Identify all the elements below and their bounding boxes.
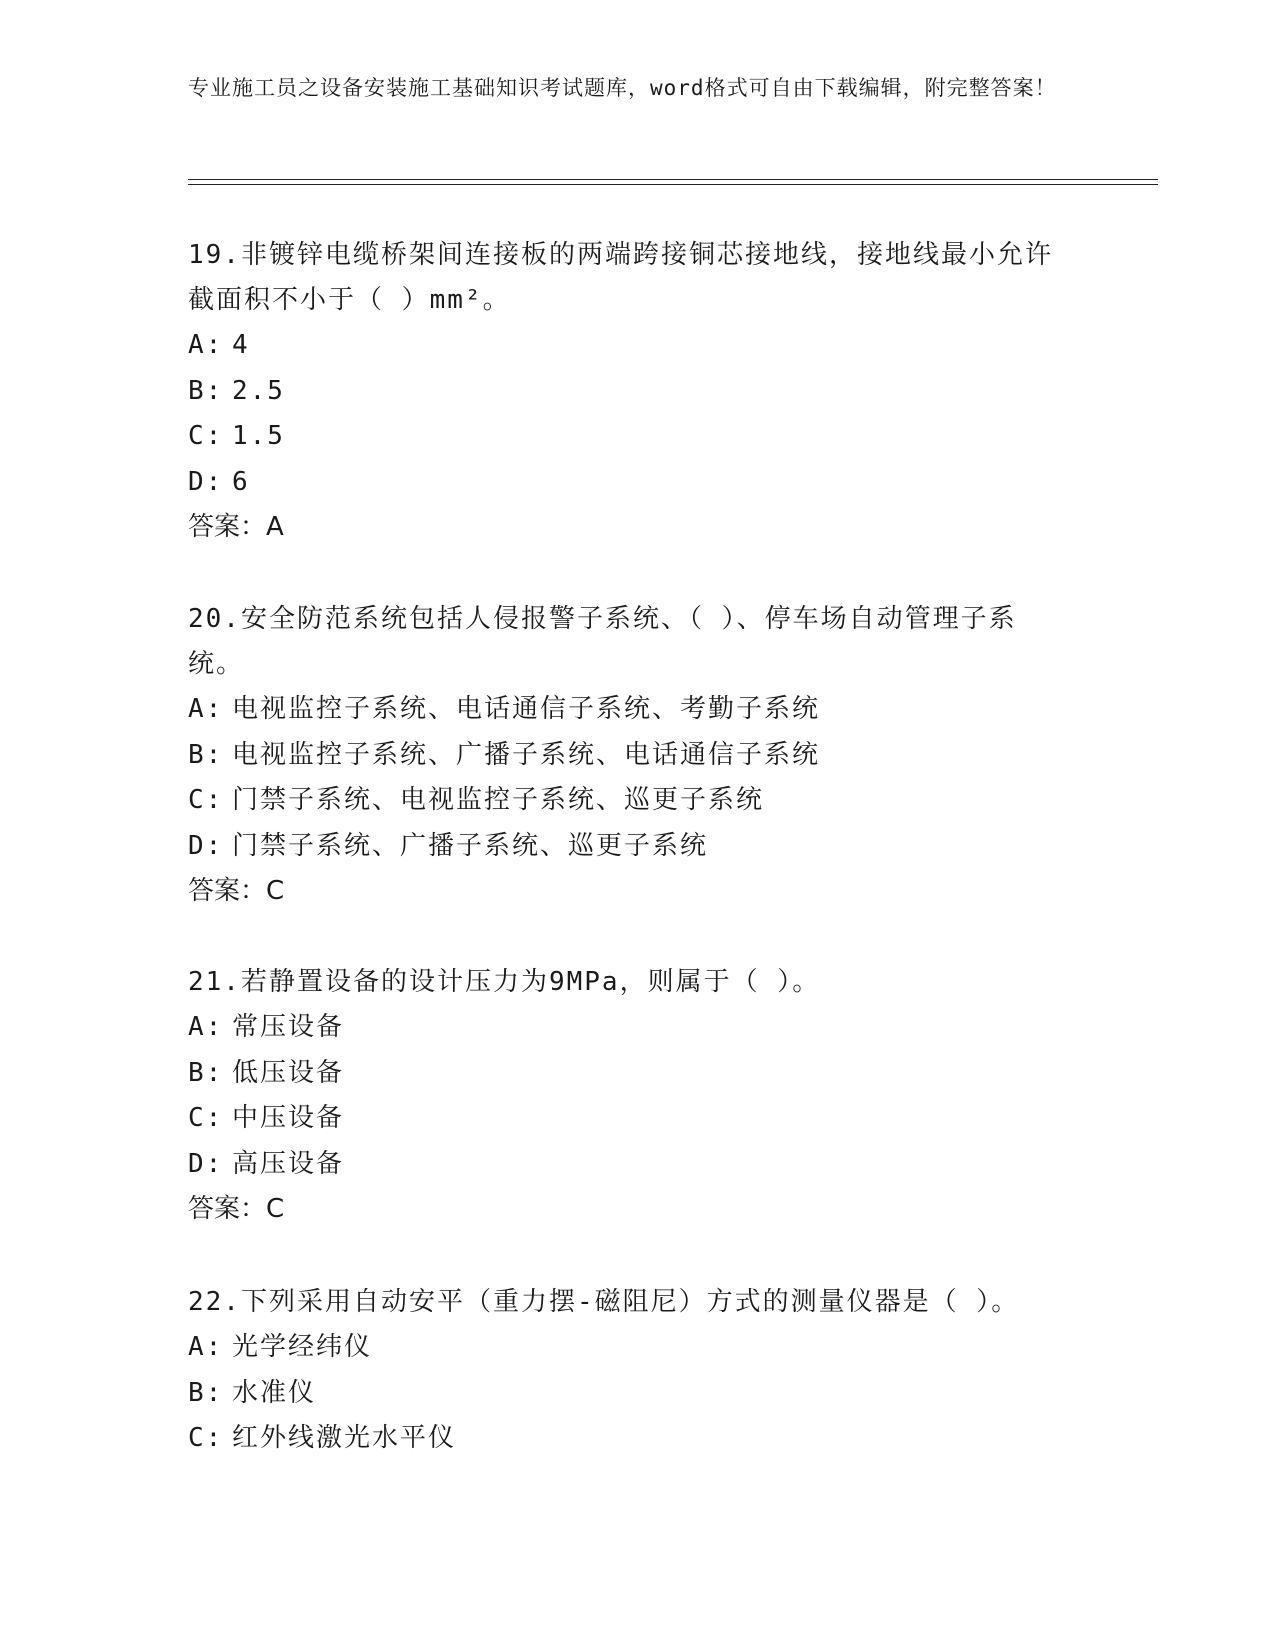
option-d <box>188 824 1088 870</box>
option-text: 红外线激光水平仪 <box>232 1423 457 1453</box>
option-key: C: <box>188 785 224 815</box>
option-text: 4 <box>232 330 250 360</box>
option-key: B: <box>188 375 224 406</box>
option-key: A: <box>188 1012 224 1042</box>
question-20 <box>188 597 1088 914</box>
option-key: C: <box>188 1103 224 1133</box>
option-c <box>188 414 1088 460</box>
option-b <box>188 369 1088 415</box>
option-c <box>188 1096 1088 1142</box>
question-22 <box>188 1280 1088 1462</box>
option-text: 光学经纬仪 <box>232 1332 373 1362</box>
question-21 <box>188 960 1088 1232</box>
option-text: 中压设备 <box>232 1103 345 1133</box>
option-a <box>188 687 1088 733</box>
option-key: B: <box>188 1057 224 1088</box>
option-key: A: <box>188 694 224 724</box>
document-header: 专业施工员之设备安装施工基础知识考试题库，word格式可自由下载编辑，附完整答案！ <box>188 76 1057 100</box>
header-divider-top <box>188 179 1158 180</box>
option-key: D: <box>188 466 224 497</box>
answer-label: 答案：A <box>188 512 284 542</box>
question-stem: 20.安全防范系统包括人侵报警子系统、（ ）、停车场自动管理子系统。 <box>188 604 1017 679</box>
option-text: 1.5 <box>232 421 285 451</box>
option-text: 电视监控子系统、广播子系统、电话通信子系统 <box>232 739 821 770</box>
question-stem: 21.若静置设备的设计压力为9MPa，则属于（ ）。 <box>188 967 821 997</box>
question-stem: 19.非镀锌电缆桥架间连接板的两端跨接铜芯接地线，接地线最小允许截面积不小于（ ）mm²。 <box>188 240 1053 315</box>
option-text: 门禁子系统、广播子系统、巡更子系统 <box>232 830 709 861</box>
option-text: 常压设备 <box>232 1012 345 1042</box>
option-b <box>188 1371 1088 1417</box>
option-key: D: <box>188 830 224 861</box>
answer-label: 答案：C <box>188 1194 285 1224</box>
option-key: D: <box>188 1148 224 1179</box>
option-d <box>188 460 1088 506</box>
option-key: B: <box>188 739 224 770</box>
option-c <box>188 1416 1088 1462</box>
option-text: 低压设备 <box>232 1057 345 1088</box>
question-stem: 22.下列采用自动安平（重力摆-磁阻尼）方式的测量仪器是（ ）。 <box>188 1287 1020 1317</box>
option-c <box>188 778 1088 824</box>
option-a <box>188 1005 1088 1051</box>
option-text: 高压设备 <box>232 1148 345 1179</box>
option-key: C: <box>188 1423 224 1453</box>
option-b <box>188 1051 1088 1097</box>
option-key: A: <box>188 1332 224 1362</box>
option-b <box>188 733 1088 779</box>
option-text: 2.5 <box>232 375 285 406</box>
question-19 <box>188 233 1088 550</box>
header-divider-bottom <box>188 184 1158 185</box>
option-text: 水准仪 <box>232 1377 317 1408</box>
option-a <box>188 323 1088 369</box>
option-text: 门禁子系统、电视监控子系统、巡更子系统 <box>232 785 765 815</box>
option-key: B: <box>188 1377 224 1408</box>
option-key: C: <box>188 421 224 451</box>
option-text: 电视监控子系统、电话通信子系统、考勤子系统 <box>232 694 821 724</box>
option-a <box>188 1325 1088 1371</box>
option-d <box>188 1142 1088 1188</box>
option-key: A: <box>188 330 224 360</box>
option-text: 6 <box>232 466 250 497</box>
answer-label: 答案：C <box>188 876 285 906</box>
